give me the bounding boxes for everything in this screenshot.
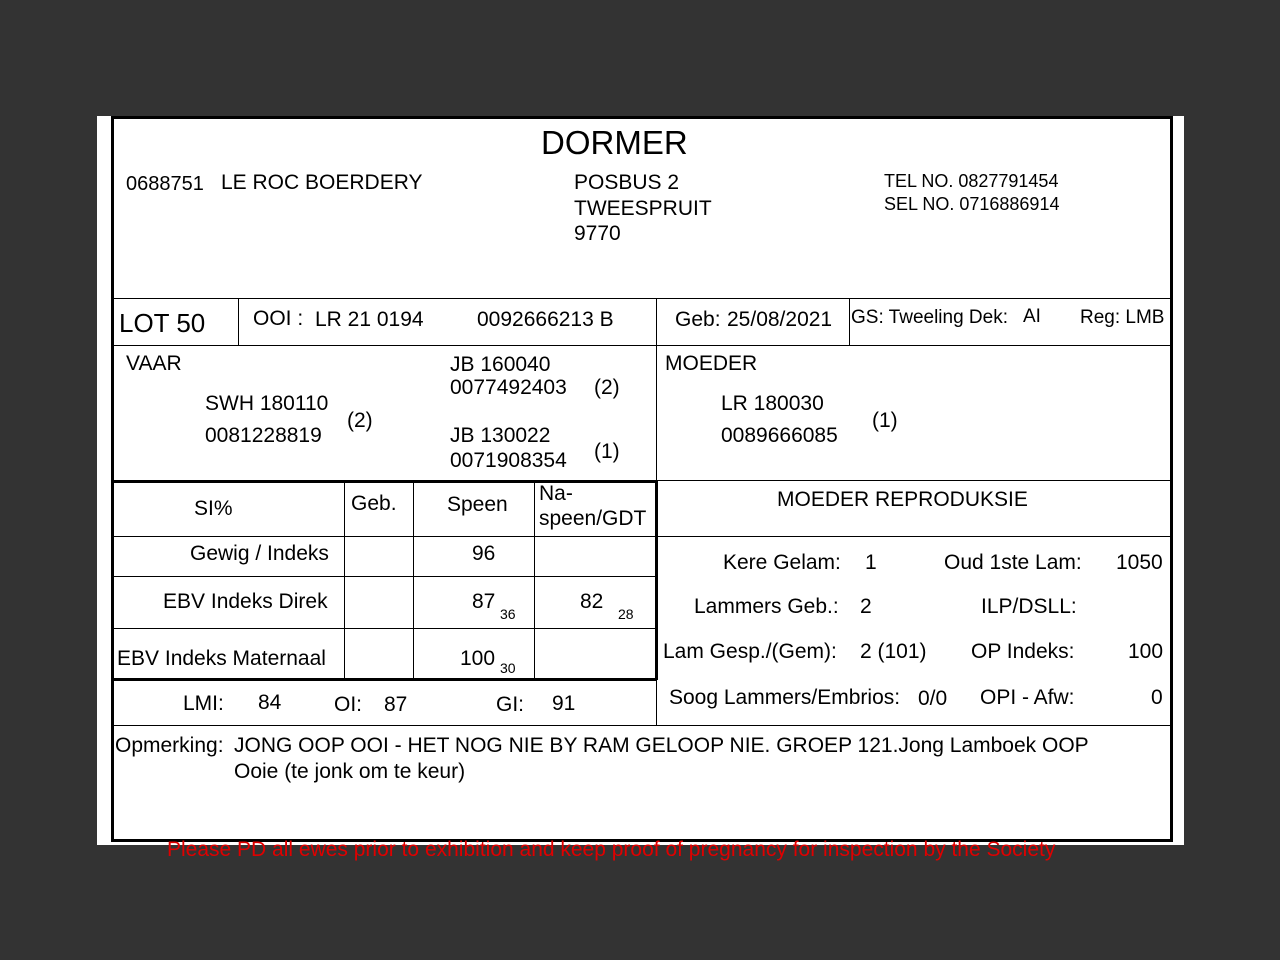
sel-number: SEL NO. 0716886914 [884,194,1060,214]
row-gewig-label: Gewig / Indeks [190,542,329,565]
remark-line2: Ooie (te jonk om te keur) [234,760,466,783]
lmi-label: LMI: [183,692,224,715]
moeder-count: (1) [872,409,898,432]
vaar-sire1-number: 0077492403 [450,376,567,399]
lam-gesp-label: Lam Gesp./(Gem): [663,640,837,663]
remark-line1: JONG OOP OOI - HET NOG NIE BY RAM GELOOP NIE. GROEP 121.Jong Lamboek OOP [234,734,1089,757]
opi-afw-label: OPI - Afw: [980,686,1075,709]
address-line1: POSBUS 2 [574,171,680,194]
vaar-sire1-count: (2) [594,376,620,399]
naspeen-header-line1: Na- [539,482,573,505]
rule-si-col1 [344,480,345,680]
geb-header: Geb. [351,492,397,515]
address-line3: 9770 [574,222,621,245]
row-ebv-direk-naspeen-sub: 28 [618,606,634,622]
oud-1ste-lam-label: Oud 1ste Lam: [944,551,1082,574]
geb-date: 25/08/2021 [727,308,833,331]
ooi-label: OOI : [253,307,304,330]
soog-lammers-value: 0/0 [918,687,948,710]
gi-value: 91 [552,692,576,715]
sale-catalogue-card [97,116,1184,861]
row-ebv-direk-naspeen: 82 [580,590,604,613]
reg-value: Reg: LMB [1080,307,1165,328]
moeder-id: LR 180030 [721,392,824,415]
address-line2: TWEESPRUIT [574,197,712,220]
rule-header-bottom [112,298,1172,299]
breed-title: DORMER [541,124,688,161]
vaar-label: VAAR [126,352,182,375]
vaar-id: SWH 180110 [205,392,329,415]
oud-1ste-lam-value: 1050 [1116,551,1163,574]
rule-si-box-right [655,480,658,680]
naspeen-header-line2: speen/GDT [539,507,647,530]
remark-label: Opmerking: [115,734,224,757]
rule-si-header-bottom [112,536,1172,537]
rule-si-box-top [112,480,657,483]
row-ebv-maternaal-label: EBV Indeks Maternaal [117,647,326,670]
moeder-number: 0089666085 [721,424,838,447]
vaar-sire2-number: 0071908354 [450,449,567,472]
tel-number: TEL NO. 0827791454 [884,171,1059,191]
row-gewig-speen: 96 [472,542,496,565]
repro-title: MOEDER REPRODUKSIE [777,488,1028,511]
kere-gelam-label: Kere Gelam: [723,551,841,574]
vaar-number: 0081228819 [205,424,322,447]
rule-si-row2-bottom [112,628,657,629]
dek-value: AI [1023,306,1041,327]
lammers-geb-value: 2 [860,595,872,618]
si-header: SI% [194,497,233,520]
moeder-label: MOEDER [665,352,758,375]
rule-si-col2 [413,480,414,680]
rule-lot-divider [238,298,239,345]
rule-si-row1-bottom [112,576,657,577]
vaar-sire2-count: (1) [594,440,620,463]
lmi-value: 84 [258,691,282,714]
soog-lammers-label: Soog Lammers/Embrios: [669,686,901,709]
lammers-geb-label: Lammers Geb.: [694,595,839,618]
gs-dek-label: GS: Tweeling Dek: [851,307,1009,328]
op-indeks-label: OP Indeks: [971,640,1075,663]
vaar-sire2-id: JB 130022 [450,424,551,447]
geb-label: Geb: [675,308,721,331]
rule-geb-divider [849,298,850,345]
ooi-id: LR 21 0194 [315,308,424,331]
owner-name: LE ROC BOERDERY [221,171,423,194]
speen-header: Speen [447,493,508,516]
opi-afw-value: 0 [1151,686,1163,709]
ooi-number: 0092666213 B [477,308,614,331]
border-left [111,116,114,841]
lam-gesp-value: 2 (101) [860,640,927,663]
row-ebv-direk-label: EBV Indeks Direk [163,590,328,613]
ilp-dsll-label: ILP/DSLL: [981,595,1077,618]
gi-label: GI: [496,693,525,716]
owner-code: 0688751 [126,173,204,195]
border-top [112,116,1172,119]
row-ebv-maternaal-speen-sub: 30 [500,660,516,676]
rule-si-col3 [534,480,535,680]
vaar-count: (2) [347,409,373,432]
oi-value: 87 [384,693,408,716]
oi-label: OI: [334,693,363,716]
row-ebv-direk-speen-sub: 36 [500,606,516,622]
lot-number: LOT 50 [119,308,206,338]
rule-lot-bottom [112,345,1172,346]
vaar-sire1-id: JB 160040 [450,353,551,376]
rule-si-box-bottom [112,678,657,681]
footer-warning: Please PD all ewes prior to exhibition and keep proof of pregnancy for inspection by the Society [167,838,1056,861]
rule-indices-bottom [112,725,1172,726]
row-ebv-maternaal-speen: 100 [460,647,496,670]
op-indeks-value: 100 [1128,640,1164,663]
row-ebv-direk-speen: 87 [472,590,496,613]
border-right [1170,116,1173,841]
kere-gelam-value: 1 [865,551,877,574]
